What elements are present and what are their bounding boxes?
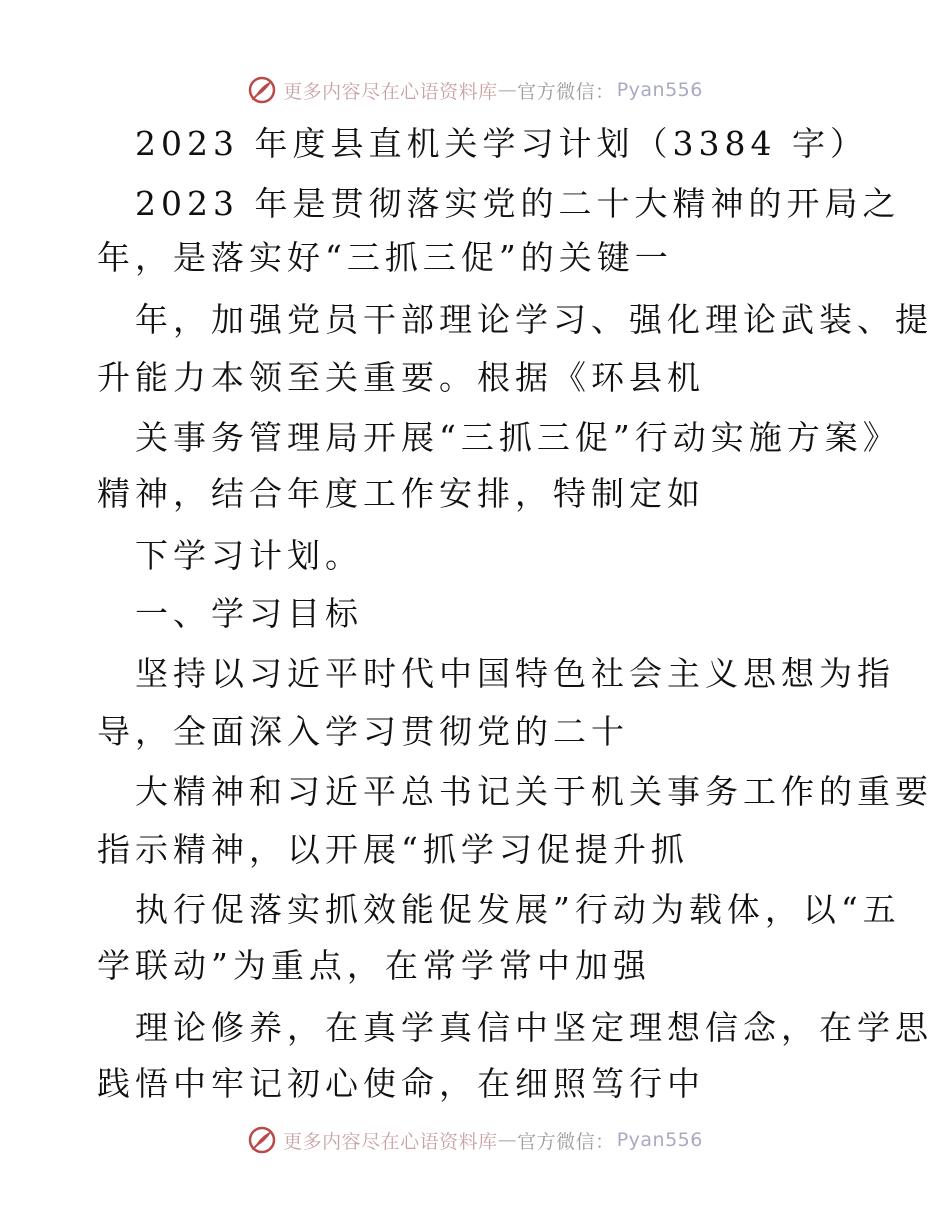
- document-title: 2023 年度县直机关学习计划（3384 字）: [135, 124, 868, 163]
- paragraph-line: 学联动”为重点，在常学常中加强: [97, 946, 651, 985]
- banner-main-text: 更多内容尽在心语资料库: [283, 1130, 498, 1153]
- paragraph-line: 年，加强党员干部理论学习、强化理论武装、提: [135, 300, 933, 339]
- paragraph-line: 2023 年是贯彻落实党的二十大精神的开局之: [135, 184, 901, 223]
- section-heading: 一、学习目标: [135, 594, 363, 633]
- feather-circle-logo-icon: [247, 75, 277, 105]
- footer-watermark-banner: [0, 1120, 950, 1160]
- banner-separator: —: [497, 1129, 518, 1151]
- paragraph-line: 年，是落实好“三抓三促”的关键一: [97, 238, 673, 277]
- paragraph-line: 大精神和习近平总书记关于机关事务工作的重要: [135, 772, 933, 811]
- paragraph-line: 导，全面深入学习贯彻党的二十: [97, 712, 629, 751]
- banner-wechat-id: Pyan556: [616, 1129, 703, 1151]
- paragraph-line: 升能力本领至关重要。根据《环县机: [97, 358, 705, 397]
- feather-circle-logo-icon: [247, 1125, 277, 1155]
- paragraph-line: 践悟中牢记初心使命，在细照笃行中: [97, 1064, 705, 1103]
- banner-wechat-id: Pyan556: [616, 79, 703, 101]
- paragraph-line: 执行促落实抓效能促发展”行动为载体，以“五: [135, 890, 901, 929]
- paragraph-line: 指示精神，以开展“抓学习促提升抓: [97, 830, 689, 869]
- paragraph-line: 下学习计划。: [135, 536, 363, 575]
- paragraph-line: 坚持以习近平时代中国特色社会主义思想为指: [135, 654, 895, 693]
- paragraph-line: 精神，结合年度工作安排，特制定如: [97, 474, 705, 513]
- paragraph-line: 理论修养，在真学真信中坚定理想信念，在学思: [135, 1008, 933, 1047]
- paragraph-line: 关事务管理局开展“三抓三促”行动实施方案》: [135, 418, 901, 457]
- banner-separator: —: [497, 79, 518, 101]
- banner-official-label: 官方微信：: [517, 1130, 615, 1153]
- header-watermark-banner: [0, 70, 950, 110]
- banner-official-label: 官方微信：: [517, 80, 615, 103]
- banner-main-text: 更多内容尽在心语资料库: [283, 80, 498, 103]
